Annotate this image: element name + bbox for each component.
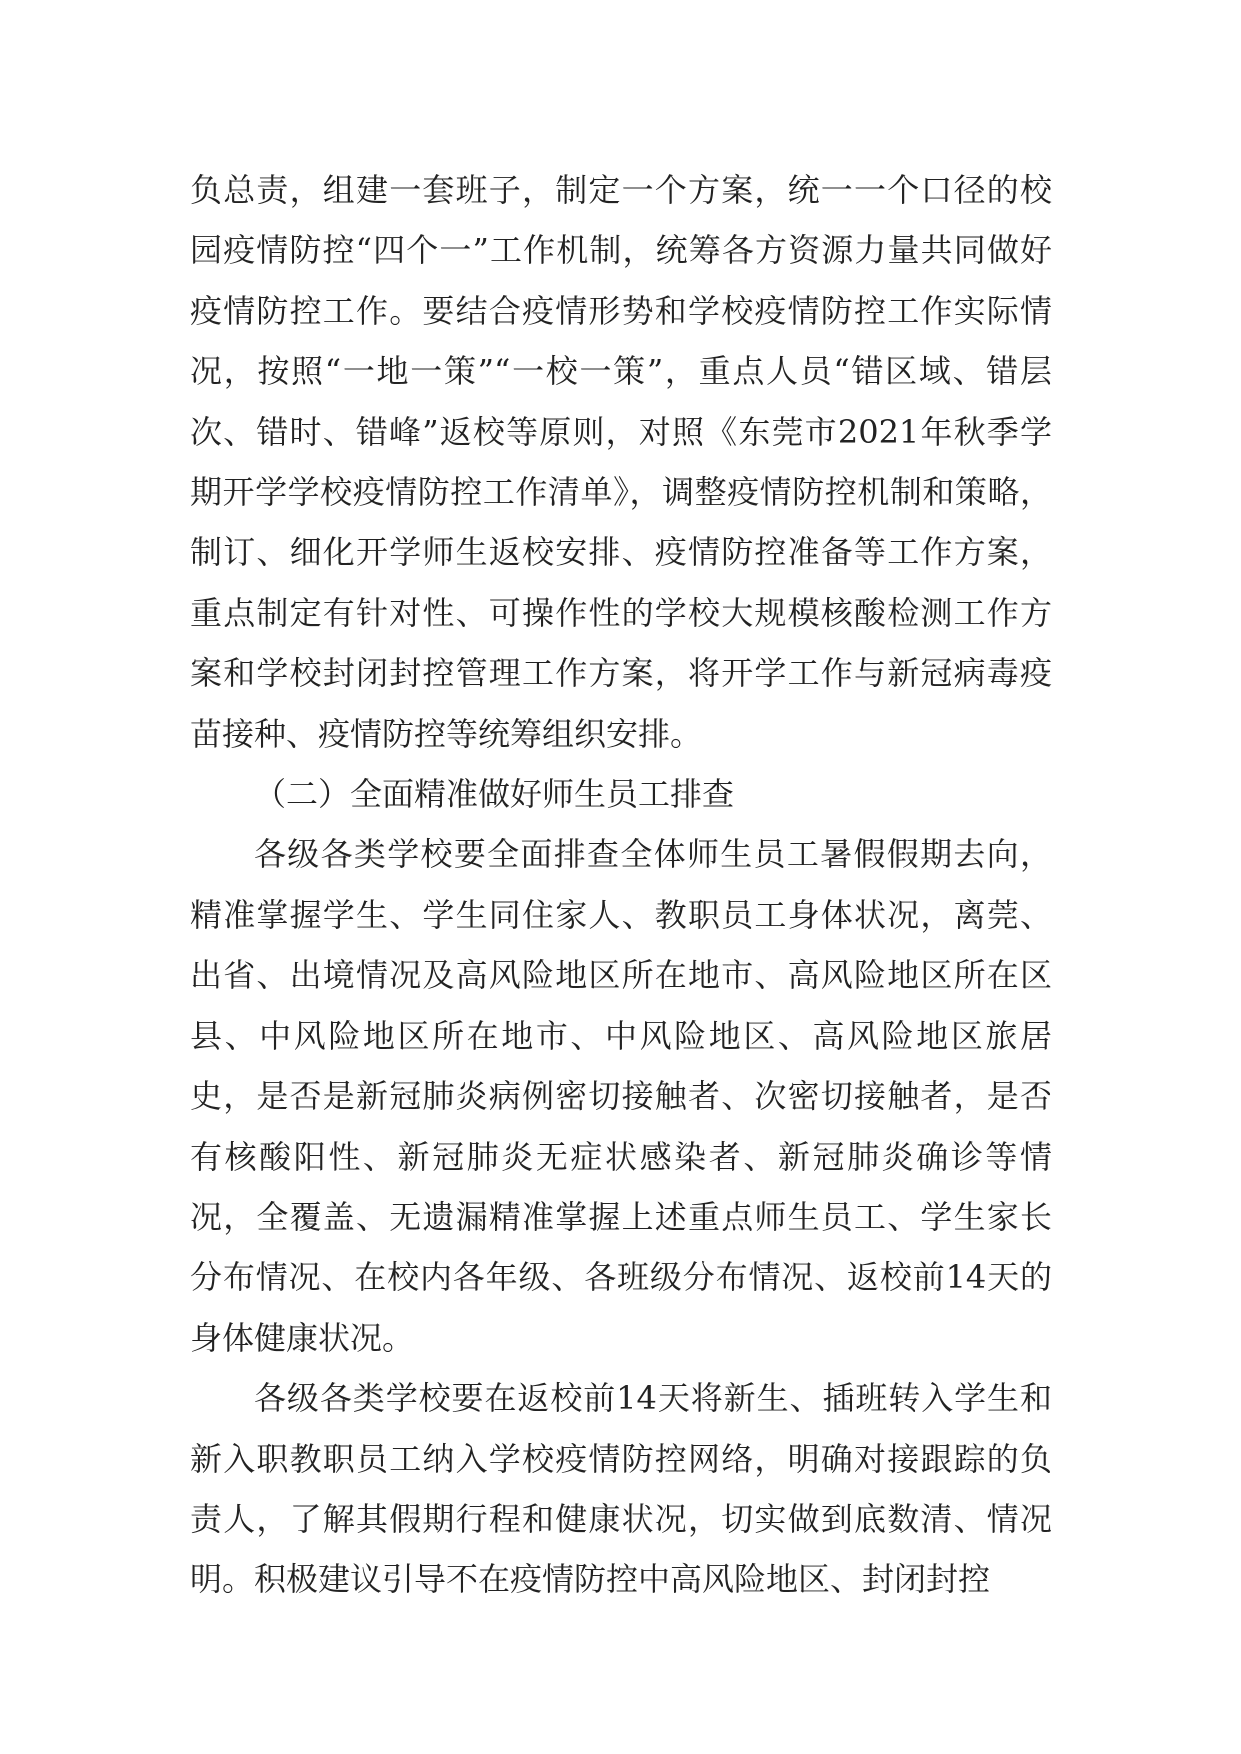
document-body — [190, 160, 1052, 1610]
paragraph-staff-screening: 各级各类学校要全面排查全体师生员工暑假假期去向，精准掌握学生、学生同住家人、教职员工身体状况，离莞、出省、出境情况及高风险地区所在地市、高风险地区所在区县、中风险地区所在地市、中风险地区、高风险地区旅居史，是否是新冠肺炎病例密切接触者、次密切接触者，是否有核酸阳性、新冠肺炎无症状感染者、新冠肺炎确诊等情况，全覆盖、无遗漏精准掌握上述重点师生员工、学生家长分布情况、在校内各年级、各班级分布情况、返校前14天的身体健康状况。 — [190, 835, 1052, 1357]
paragraph-new-students: 各级各类学校要在返校前14天将新生、插班转入学生和新入职教职员工纳入学校疫情防控网络，明确对接跟踪的负责人，了解其假期行程和健康状况，切实做到底数清、情况明。积极建议引导不在疫情防控中高风险地区、封闭封控 — [190, 1379, 1052, 1599]
paragraph-continuation: 负总责，组建一套班子，制定一个方案，统一一个口径的校园疫情防控“四个一”工作机制，统筹各方资源力量共同做好疫情防控工作。要结合疫情形势和学校疫情防控工作实际情况，按照“一地一策”“一校一策”，重点人员“错区域、错层次、错时、错峰”返校等原则，对照《东莞市2021年秋季学期开学学校疫情防控工作清单》，调整疫情防控机制和策略，制订、细化开学师生返校安排、疫情防控准备等工作方案，重点制定有针对性、可操作性的学校大规模核酸检测工作方案和学校封闭封控管理工作方案，将开学工作与新冠病毒疫苗接种、疫情防控等统筹组织安排。 — [190, 171, 1052, 753]
section-heading-2: （二）全面精准做好师生员工排查 — [254, 775, 735, 814]
